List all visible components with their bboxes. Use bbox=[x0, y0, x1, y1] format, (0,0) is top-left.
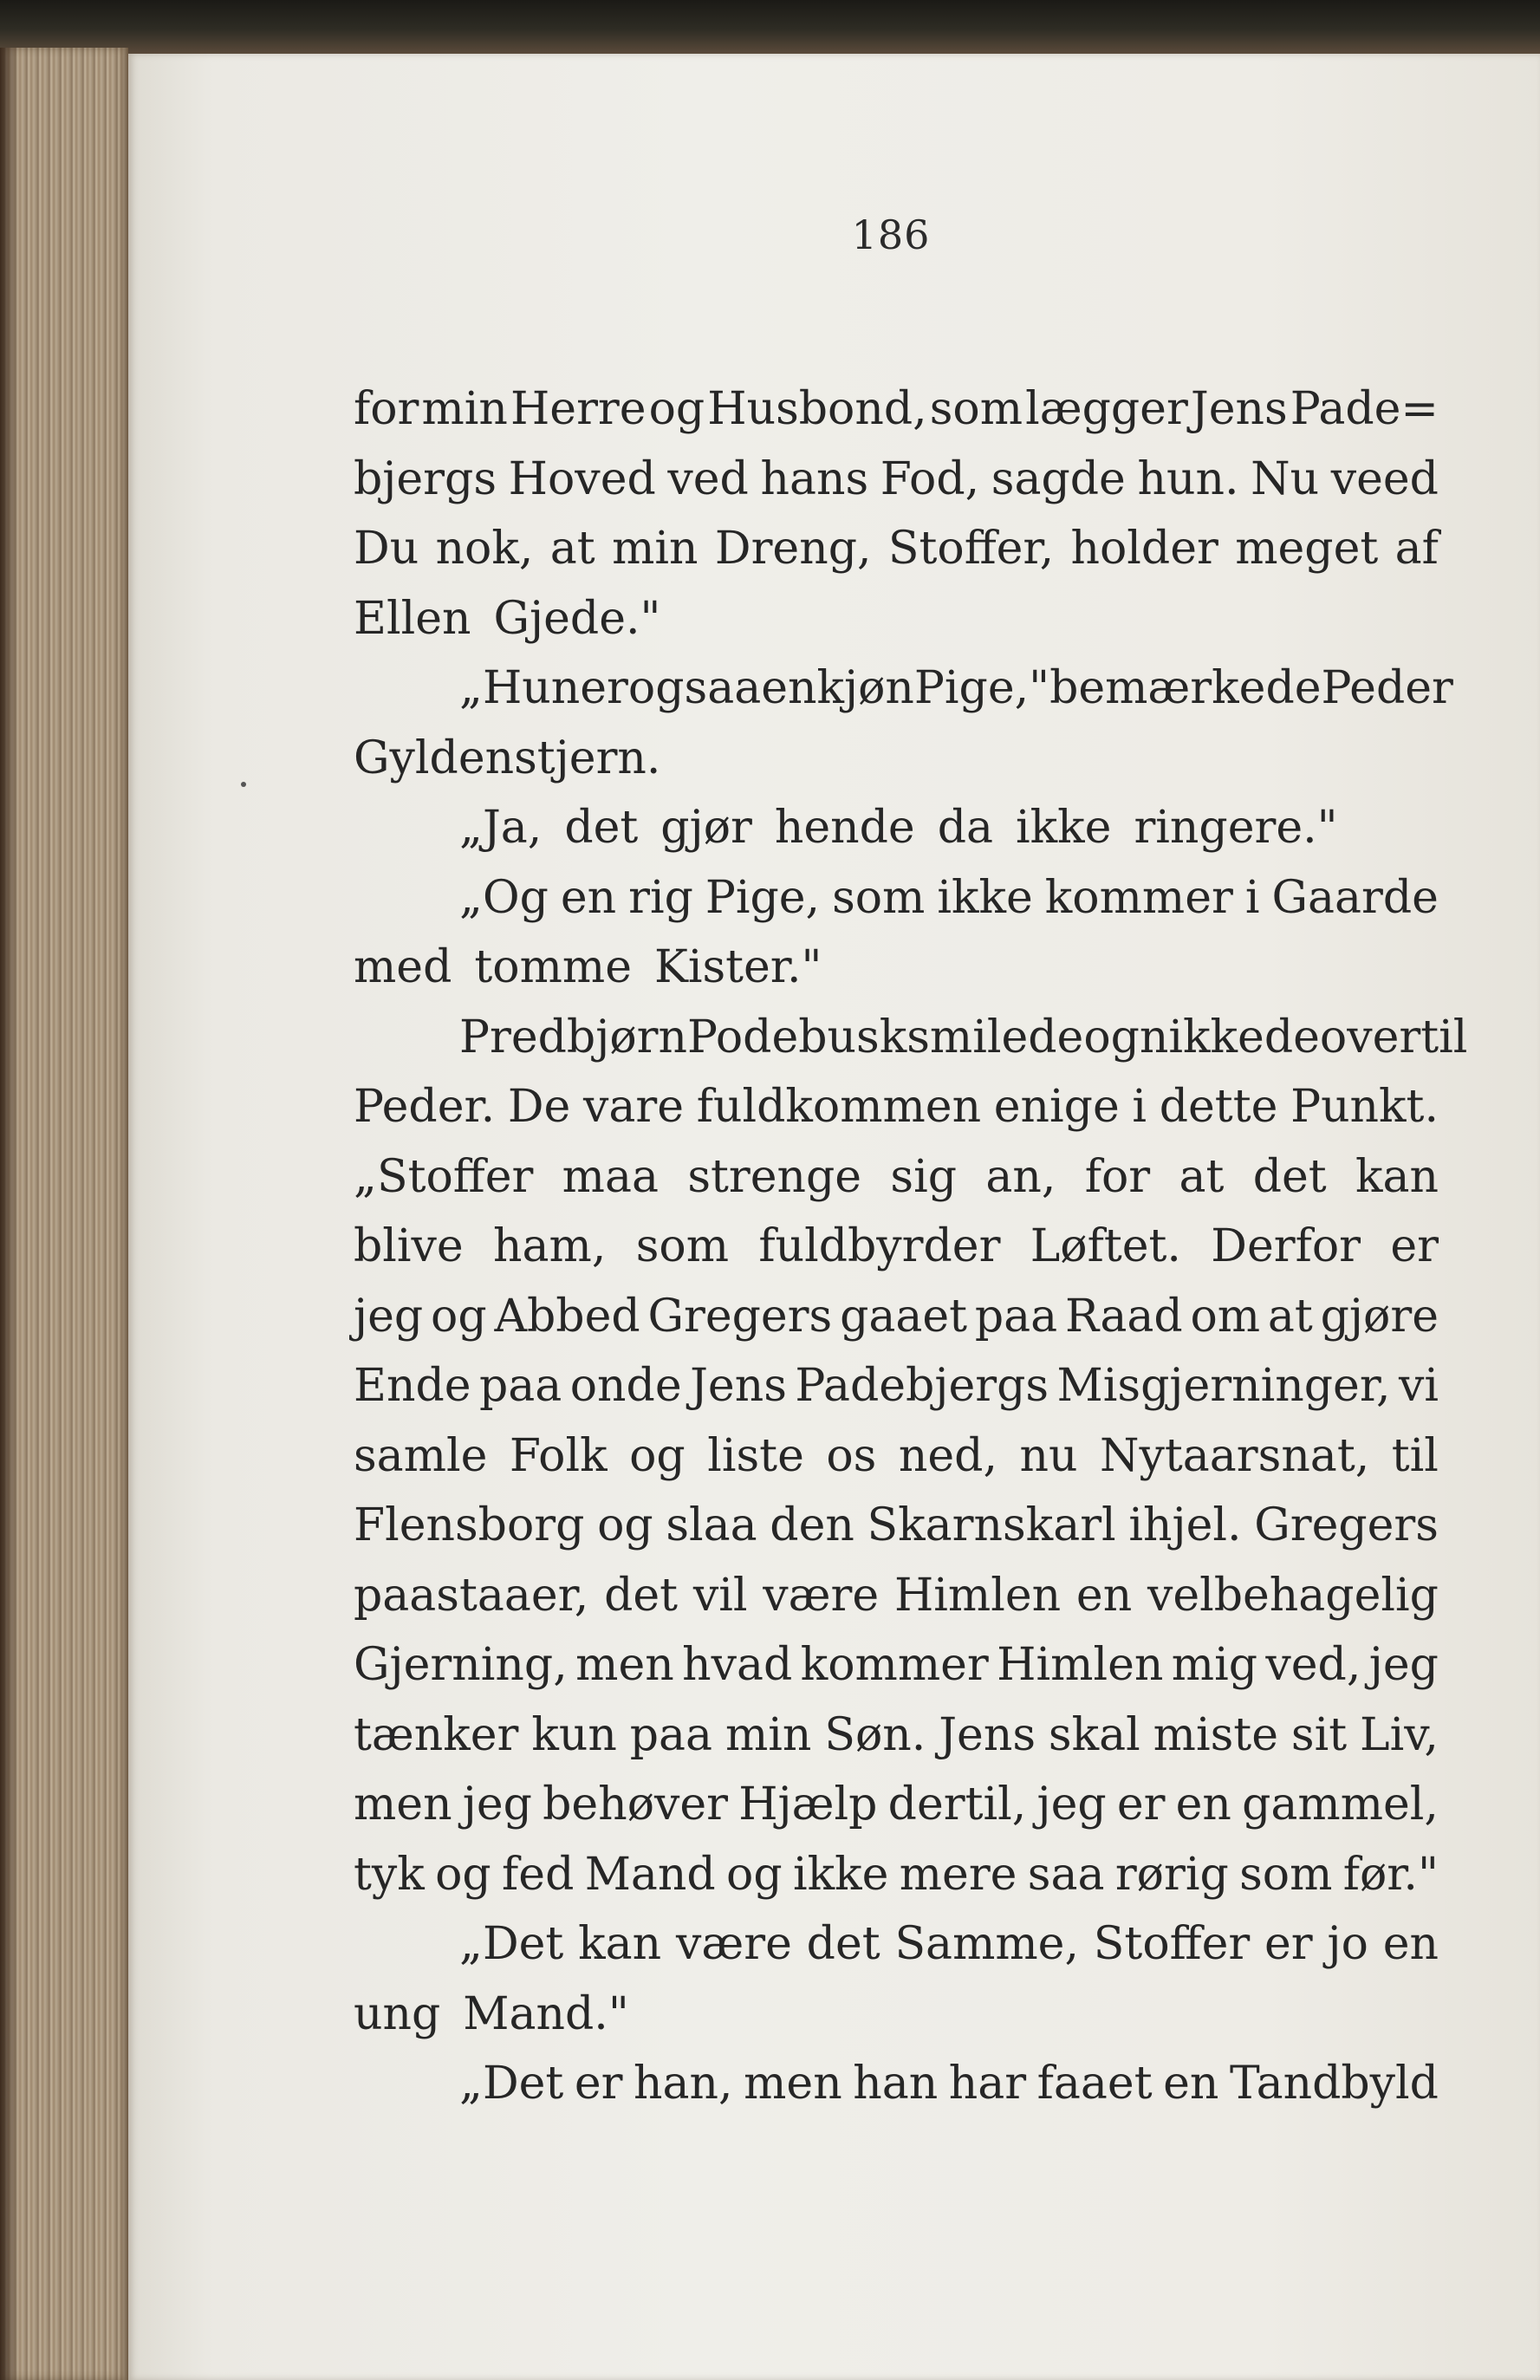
text-line: „Hun er ogsaa en kjøn Pige," bemærkede Peder bbox=[459, 662, 1453, 714]
text-line: „Stoffer maa strenge sig an, for at det kan bbox=[354, 1150, 1439, 1203]
text-line: Gyldenstjern. bbox=[354, 732, 661, 784]
text-line: jeg og Abbed Gregers gaaet paa Raad om at gjøre bbox=[354, 1290, 1439, 1343]
text-line: „Ja, det gjør hende da ikke ringere." bbox=[459, 802, 1338, 854]
text-line: for min Herre og Husbond, som lægger Jens Pade= bbox=[354, 383, 1439, 435]
text-line: ung Mand." bbox=[354, 1987, 629, 2040]
text-line: „Det kan være det Samme, Stoffer er jo en bbox=[459, 1918, 1439, 1970]
body-text bbox=[354, 374, 1468, 2119]
book-top-edge bbox=[0, 0, 1540, 54]
text-line: Ende paa onde Jens Padebjergs Misgjerninger, vi bbox=[354, 1360, 1439, 1412]
page-number: 186 bbox=[851, 211, 931, 258]
text-line: Ellen Gjede." bbox=[354, 592, 661, 645]
text-line: blive ham, som fuldbyrder Løftet. Derfor er bbox=[354, 1220, 1439, 1272]
text-line: Flensborg og slaa den Skarnskarl ihjel. Gregers bbox=[354, 1499, 1439, 1551]
spine-shadow bbox=[0, 48, 19, 2380]
text-line: med tomme Kister." bbox=[354, 941, 822, 993]
text-line: Predbjørn Podebusk smilede og nikkede over til bbox=[459, 1011, 1468, 1063]
text-line: tænker kun paa min Søn. Jens skal miste sit Liv, bbox=[354, 1708, 1439, 1761]
text-line: Du nok, at min Dreng, Stoffer, holder meget af bbox=[354, 523, 1439, 575]
text-line: bjergs Hoved ved hans Fod, sagde hun. Nu veed bbox=[354, 452, 1439, 505]
ink-speck bbox=[241, 782, 246, 787]
text-line: tyk og fed Mand og ikke mere saa rørig som før." bbox=[354, 1848, 1439, 1901]
text-line: Gjerning, men hvad kommer Himlen mig ved, jeg bbox=[354, 1639, 1439, 1691]
text-line: „Og en rig Pige, som ikke kommer i Gaarde bbox=[459, 871, 1439, 924]
text-line: „Det er han, men han har faaet en Tandbyld bbox=[459, 2058, 1439, 2110]
text-line: paastaaer, det vil være Himlen en velbehagelig bbox=[354, 1569, 1439, 1622]
page-stack-edge bbox=[0, 48, 128, 2380]
text-line: samle Folk og liste os ned, nu Nytaarsnat, til bbox=[354, 1429, 1439, 1482]
text-line: Peder. De vare fuldkommen enige i dette Punkt. bbox=[354, 1081, 1439, 1133]
text-line: men jeg behøver Hjælp dertil, jeg er en gammel, bbox=[354, 1778, 1439, 1831]
